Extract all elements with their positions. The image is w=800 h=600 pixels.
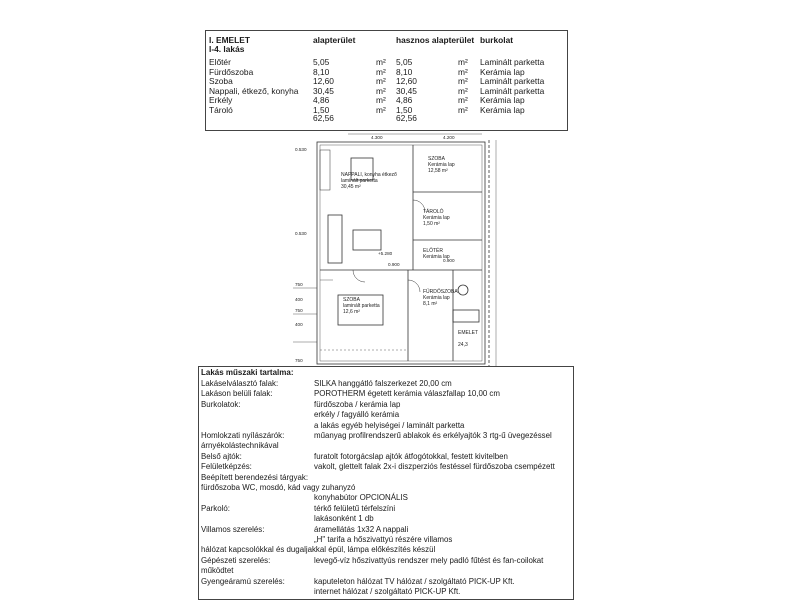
- bathtub: [453, 310, 479, 322]
- room-label-name: EMELET: [458, 330, 479, 336]
- dimension-label: 0.530: [295, 147, 307, 152]
- dimension-label: 0.530: [295, 231, 307, 236]
- area-unit: m²: [376, 105, 386, 115]
- sofa: [328, 215, 342, 263]
- room-area: 1,50: [313, 105, 330, 115]
- room-label-name: NAPPALI, konyha étkező: [341, 172, 397, 178]
- room-area: 4,86: [313, 95, 330, 106]
- spec-value: fürdőszoba / kerámia lap: [314, 399, 401, 409]
- spec-value: műanyag profilrendszerű ablakok és erkélyajtók 3 rtg-ű üvegezéssel: [314, 431, 552, 440]
- area-table: [205, 30, 568, 131]
- covering-heading: burkolat: [480, 35, 514, 45]
- area-unit: m²: [376, 76, 386, 87]
- room-net-area: 4,86: [396, 95, 413, 106]
- net-unit: m²: [458, 66, 468, 77]
- room-label-area: 12,6 m²: [343, 309, 360, 315]
- room-covering: Kerámia lap: [480, 66, 525, 77]
- spec-label: Beépített berendezési tárgyak:: [201, 472, 309, 482]
- room-area: 8,10: [313, 66, 330, 77]
- room-covering: Kerámia lap: [480, 105, 525, 115]
- total-area: 62,56: [313, 113, 334, 123]
- kitchen-counter: [320, 150, 330, 190]
- room-name: Nappali, étkező, konyha: [209, 85, 299, 96]
- floor-plan-drawing: [293, 130, 508, 368]
- room-name: Tároló: [209, 105, 233, 115]
- room-label-covering: laminált parketta: [341, 178, 378, 184]
- room-label-name: SZOBA: [428, 156, 445, 162]
- room-label-covering: Kerámia lap: [423, 295, 450, 301]
- spec-label: Lakáselválasztó falak:: [201, 379, 279, 388]
- dimension-label: 400: [295, 297, 303, 302]
- room-label-covering: Kerámia lap: [423, 254, 450, 260]
- total-net-area: 62,56: [396, 113, 417, 123]
- spec-value: POROTHERM égetett kerámia válaszfallap 10,00 cm: [314, 389, 500, 399]
- room-area: 30,45: [313, 85, 334, 96]
- room-area: 5,05: [313, 57, 330, 67]
- room-label-name: FÜRDŐSZOBA: [423, 289, 458, 295]
- apartment-heading: I-4. lakás: [209, 44, 245, 54]
- room-label-area: 1,50 m²: [423, 221, 440, 227]
- spec-label: Gépészeti szerelés:: [201, 555, 271, 565]
- area-unit: m²: [376, 66, 386, 77]
- room-covering: Laminált parketta: [480, 85, 545, 96]
- room-label-area: 30,45 m²: [341, 184, 361, 190]
- spec-value: SILKA hanggátló falszerkezet 20,00 cm: [314, 379, 452, 388]
- dimension-label: 4.300: [371, 135, 383, 140]
- dimension-label: 0.900: [388, 262, 400, 267]
- spec-value: „H" tarifa a hőszivattyú részére villamos: [314, 535, 453, 544]
- coffee-table: [353, 230, 381, 250]
- dimension-label: 750: [295, 358, 303, 363]
- door-swing: [353, 270, 365, 282]
- net-unit: m²: [458, 105, 468, 115]
- spec-value: internet hálózat / szolgáltató PICK-UP Kft.: [314, 587, 461, 596]
- room-covering: Kerámia lap: [480, 95, 525, 106]
- spec-label: működtet: [201, 566, 234, 576]
- net-unit: m²: [458, 57, 468, 67]
- spec-label: Felületképzés:: [201, 462, 252, 472]
- spec-value: kaputeleton hálózat TV hálózat / szolgáltató PICK-UP Kft.: [314, 576, 515, 586]
- dimension-label: 750: [295, 308, 303, 313]
- net-area-heading: hasznos alapterület: [396, 35, 475, 45]
- dimension-label: 400: [295, 322, 303, 327]
- room-net-area: 5,05: [396, 57, 413, 67]
- room-label-name: SZOBA: [343, 297, 360, 303]
- spec-label: Gyengeáramú szerelés:: [201, 576, 285, 586]
- spec-label: Villamos szerelés:: [201, 524, 265, 534]
- spec-value: áramellátás 1x32 A nappali: [314, 524, 409, 534]
- spec-label: fürdőszoba WC, mosdó, kád vagy zuhanyzó: [201, 483, 356, 492]
- room-label-area: 24,3: [458, 342, 468, 348]
- room-covering: Laminált parketta: [480, 76, 545, 87]
- room-net-area: 30,45: [396, 85, 417, 96]
- room-label-name: TÁROLÓ: [423, 209, 444, 215]
- room-name: Fürdőszoba: [209, 66, 254, 77]
- door-swing: [408, 280, 420, 292]
- spec-value: erkély / fagyálló kerámia: [314, 410, 400, 420]
- spec-label: árnyékolástechnikával: [201, 441, 279, 451]
- spec-value: lakásonként 1 db: [314, 514, 374, 524]
- room-name: Előtér: [209, 57, 231, 67]
- spec-label: Lakáson belüli falak:: [201, 389, 273, 399]
- area-unit: m²: [376, 57, 386, 67]
- technical-specs: [198, 366, 574, 600]
- technical-title: Lakás műszaki tartalma:: [201, 368, 294, 377]
- spec-label: Belső ajtók:: [201, 451, 242, 461]
- spec-label: hálózat kapcsolókkal és dugaljakkal épül, lámpa előkészítés készül: [201, 545, 436, 555]
- room-label-area: 12,58 m²: [428, 168, 448, 174]
- room-area: 12,60: [313, 76, 334, 87]
- dimension-label: 4.200: [443, 135, 455, 140]
- room-name: Szoba: [209, 76, 233, 87]
- spec-label: Parkoló:: [201, 503, 230, 513]
- dimension-label: 750: [295, 282, 303, 287]
- spec-value: levegő-víz hőszivattyús rendszer mely padló fűtést és fan-coilokat: [314, 555, 544, 565]
- floor-heading: I. EMELET: [209, 35, 250, 45]
- room-net-area: 1,50: [396, 105, 413, 115]
- dimension-label: 0.900: [443, 258, 455, 263]
- room-covering: Laminált parketta: [480, 57, 545, 67]
- net-unit: m²: [458, 76, 468, 87]
- net-unit: m²: [458, 95, 468, 106]
- area-unit: m²: [376, 85, 386, 96]
- spec-value: konyhabútor OPCIONÁLIS: [314, 493, 408, 503]
- room-label-covering: Kerámia lap: [428, 162, 455, 168]
- spec-value: vakolt, glettelt falak 2x-i diszperziós festéssel fürdőszoba csempézett: [314, 462, 555, 472]
- spec-label: Homlokzati nyílászárók:: [201, 431, 285, 440]
- washbasin: [458, 285, 468, 295]
- room-label-name: ELŐTÉR: [423, 248, 444, 254]
- room-label-covering: laminált parketta: [343, 303, 380, 309]
- room-net-area: 8,10: [396, 66, 413, 77]
- spec-value: térkő felületű térfelszíni: [314, 503, 396, 513]
- floor-area-heading: alapterület: [313, 35, 356, 45]
- dimension-label: +5.280: [378, 251, 393, 256]
- room-net-area: 12,60: [396, 76, 417, 87]
- spec-value: a lakás egyéb helyiségei / laminált parketta: [314, 420, 465, 430]
- room-label-covering: Kerámia lap: [423, 215, 450, 221]
- room-name: Erkély: [209, 95, 233, 106]
- net-unit: m²: [458, 85, 468, 96]
- spec-label: Burkolatok:: [201, 399, 241, 409]
- area-unit: m²: [376, 95, 386, 106]
- room-label-area: 8,1 m²: [423, 301, 438, 307]
- spec-value: furatolt fotorgácslap ajtók átfogótokkal, festett kivitelben: [314, 451, 508, 461]
